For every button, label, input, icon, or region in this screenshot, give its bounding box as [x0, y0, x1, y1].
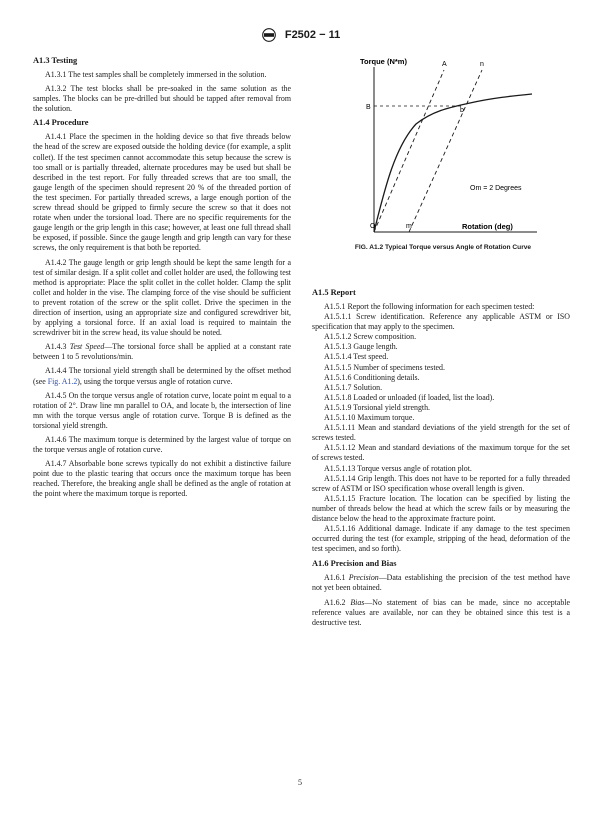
paragraph: A1.3.2 The test blocks shall be pre-soaked in the same solution as the samples. The blocks can be pre-drilled but should be tapped after removal from the solution.	[33, 84, 291, 114]
paragraph: A1.3.1 The test samples shall be completely immersed in the solution.	[45, 70, 267, 79]
report-item: A1.5.1.6 Conditioning details.	[324, 372, 420, 382]
report-item: A1.5.1.14 Grip length. This does not have to be reported for a fully threaded screw of ASTM or ISO specification whose overall length is given.	[312, 473, 570, 493]
para-emphasis: Precision	[348, 573, 379, 583]
report-items-list	[312, 312, 570, 554]
para-text: —The torsional force shall be applied at a constant rate between 1 to 5 revolutions/min.	[33, 342, 291, 362]
page-header	[0, 28, 600, 42]
para-number: A1.4.3	[45, 342, 67, 352]
line-OA	[374, 70, 444, 232]
report-item: A1.5.1.3 Gauge length.	[324, 342, 398, 352]
report-item: A1.5.1.9 Torsional yield strength.	[324, 402, 431, 412]
page-number: 5	[298, 778, 302, 787]
para-text: —Data establishing the precision of the test method have not yet been obtained.	[312, 573, 570, 593]
report-item: A1.5.1.4 Test speed.	[324, 352, 389, 362]
para-text: ), using the torque versus angle of rotation curve.	[77, 376, 233, 386]
left-column	[33, 56, 291, 504]
offset-annotation: Om = 2 Degrees	[470, 185, 522, 192]
report-item: A1.5.1.13 Torque versus angle of rotation plot.	[324, 463, 472, 473]
paragraph: A1.4.5 On the torque versus angle of rotation curve, locate point m equal to a rotation of 2°. Draw line mn parallel to OA, and locate b, the intersection of line mn with the torque versus angle of rotation curve. Torque B is defined as the torsional yield strength.	[33, 390, 291, 430]
paragraph: A1.4.6 The maximum torque is determined by the largest value of torque on the torque versus angle of rotation curve.	[33, 435, 291, 455]
label-O: O	[370, 223, 376, 230]
section-title: A1.4 Procedure	[33, 118, 89, 128]
paragraph	[312, 598, 570, 628]
para-number: A1.6.1	[324, 573, 346, 583]
x-axis-label: Rotation (deg)	[462, 222, 513, 231]
para-emphasis: Bias	[350, 597, 365, 607]
paragraph	[312, 573, 570, 593]
section-title: A1.3 Testing	[33, 56, 78, 65]
report-item: A1.5.1.10 Maximum torque.	[324, 413, 415, 423]
y-axis-label: Torque (N*m)	[360, 57, 407, 66]
para-number: A1.6.2	[324, 597, 346, 607]
label-B: B	[366, 104, 371, 111]
report-item: A1.5.1.7 Solution.	[324, 382, 383, 392]
paragraph: A1.4.1 Place the specimen in the holding device so that five threads below the head of the screw are exposed outside the holding device (for example, a split collet). If the test specimen cannot accommodate this setup because the screw is too small or is partially threaded, alternate procedures may be used but shall be described in the test report. For fully threaded screws that are too small, the gauge length of the specimen should represent 20 % of the threaded portion of the test specimen. For partially threaded screws, a large enough portion of the screw thread should be gripped to firmly secure the screw so that it does not rotate when under the torsional load. There are no specific requirements for the gauge length or the grip length in this case; however, at least one full thread shall be exposed, if possible. Since the gauge length and grip length can vary for these screws, the only requirement is that both be reported.	[33, 132, 291, 253]
paragraph: A1.5.1 Report the following information for each specimen tested:	[324, 302, 535, 311]
paragraph	[33, 342, 291, 362]
paragraph	[33, 366, 291, 386]
right-column	[312, 288, 570, 632]
report-item: A1.5.1.1 Screw identification. Reference any applicable ASTM or ISO specification that may apply to the specimen.	[312, 312, 570, 332]
paragraph: A1.4.2 The gauge length or grip length should be kept the same length for a test of similar design. If a split collet and collet holder are used, the following test method is appropriate: Place the split collet in the collet holder. Clamp the split collet and holder in the vise. The clamping force of the vise should be sufficient to prevent rotation of the screw or the split collet. Drive the specimen in the direction of insertion, using an appropriate size and configured screwdriver bit, by applying a torsional force. If an axial load is required to maintain the screwdriver bit in the screw head, its value should be noted.	[33, 257, 291, 338]
report-item: A1.5.1.8 Loaded or unloaded (if loaded, list the load).	[324, 392, 495, 402]
report-item: A1.5.1.15 Fracture location. The location can be specified by listing the number of threads below the head at which the screw fails or by measuring the distance below the head to the approximate fracture point.	[312, 493, 570, 523]
report-item: A1.5.1.2 Screw composition.	[324, 332, 417, 342]
section-title: A1.6 Precision and Bias	[312, 559, 397, 569]
report-item: A1.5.1.16 Additional damage. Indicate if any damage to the test specimen occurred during the test (for example, stripping of the head, deformation of the test specimen, and so forth).	[312, 524, 570, 554]
figure-link[interactable]: Fig. A1.2	[47, 376, 78, 386]
report-item: A1.5.1.12 Mean and standard deviations of the maximum torque for the set of screws tested.	[312, 443, 570, 463]
label-b: b	[460, 107, 464, 114]
designation: F2502 − 11	[284, 28, 341, 41]
para-text: A1.4.4 The torsional yield strength shall be determined by the offset method (see	[33, 366, 291, 386]
label-m: m	[406, 223, 412, 230]
para-emphasis: Test Speed	[69, 342, 105, 352]
label-A: A	[442, 61, 447, 68]
section-title: A1.5 Report	[312, 288, 356, 297]
torque-rotation-figure	[312, 52, 572, 252]
report-item: A1.5.1.11 Mean and standard deviations of the yield strength for the set of screws tested.	[312, 423, 570, 443]
report-item: A1.5.1.5 Number of specimens tested.	[324, 362, 445, 372]
figure-caption: FIG. A1.2 Typical Torque versus Angle of Rotation Curve	[354, 244, 532, 251]
line-mn	[409, 70, 482, 232]
paragraph: A1.4.7 Absorbable bone screws typically do not exhibit a distinctive failure point due to the plastic tearing that occurs once the maximum torque has been reached. Therefore, the breaking angle shall be defined as the angle of rotation at the point where the maximum torque is reported.	[33, 459, 291, 499]
label-n: n	[480, 61, 484, 68]
torque-curve	[374, 94, 532, 232]
astm-logo-icon	[260, 28, 278, 42]
para-text: —No statement of bias can be made, since no acceptable reference values are available, nor can they be obtained since this test is a destructive test.	[312, 597, 570, 627]
